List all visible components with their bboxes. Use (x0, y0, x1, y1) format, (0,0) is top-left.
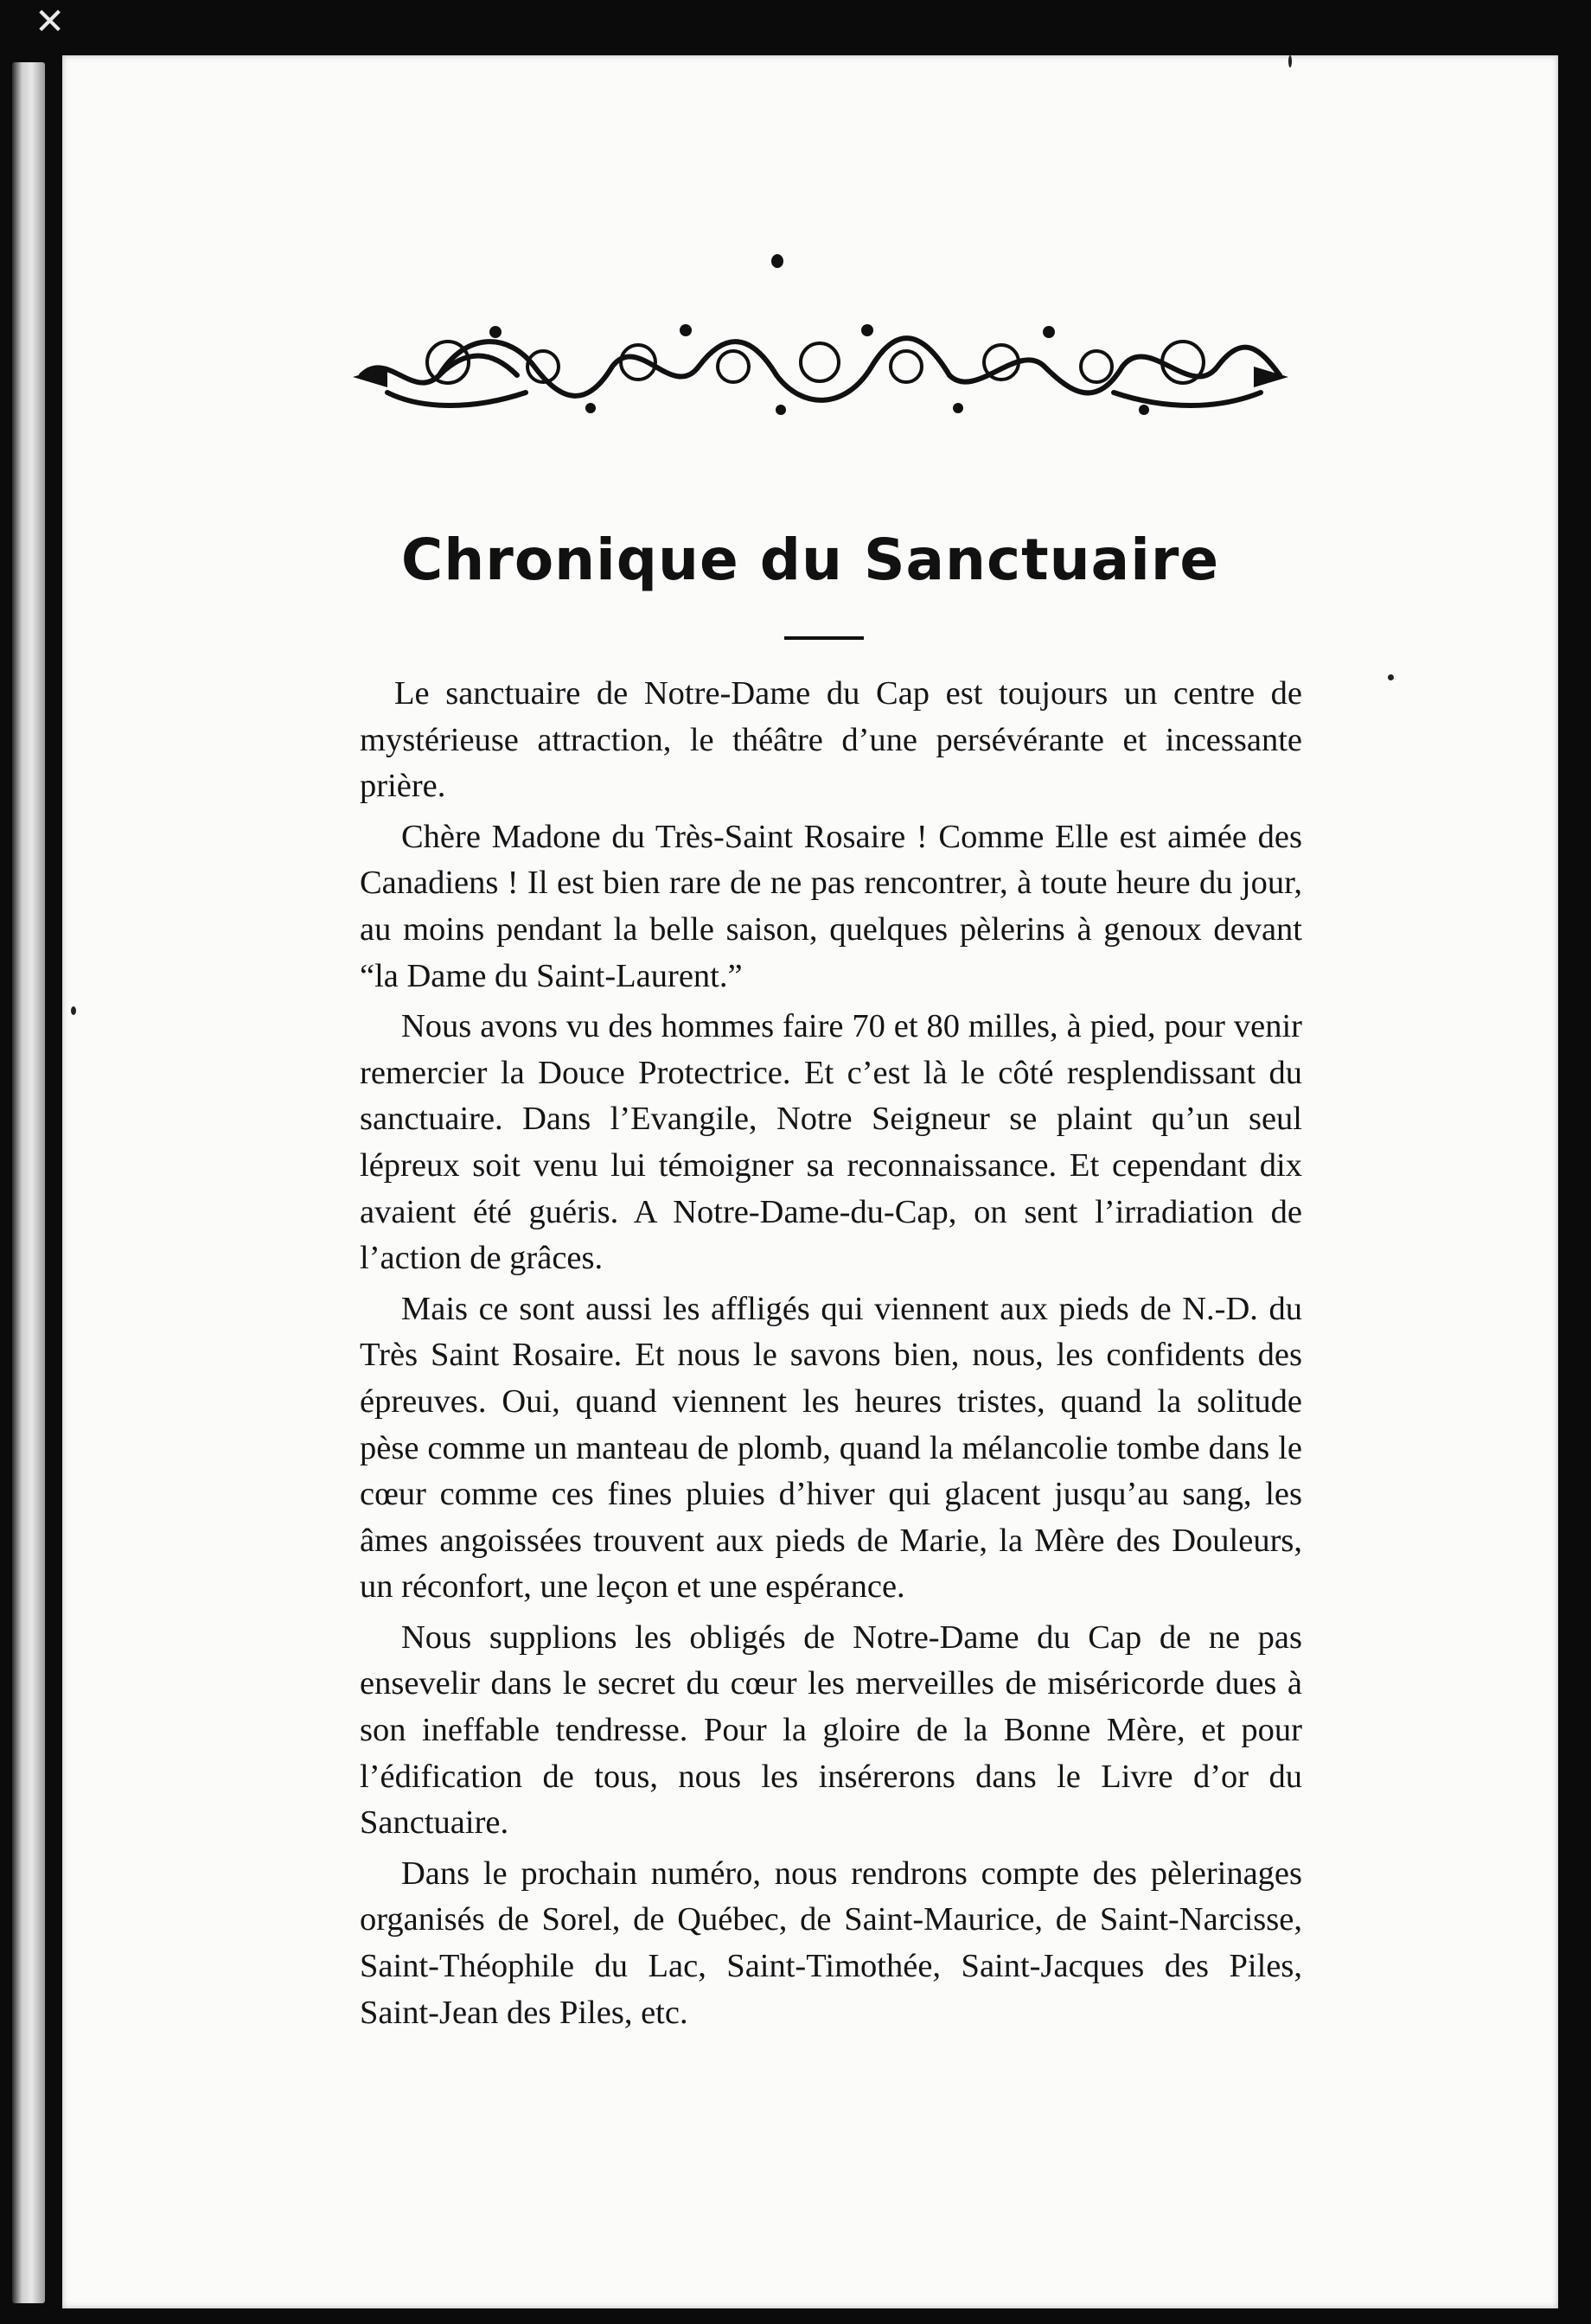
paragraph: Nous supplions les obligés de Notre-Dame du Cap de ne pas ensevelir dans le secret du cœur les merveilles de miséricorde dues à son ineffable tendresse. Pour la gloire de la Bonne Mère, et pour l’édification de tous, nous les insérerons dans le Livre d’or du Sanctuaire. (360, 1618, 1302, 1842)
paragraph: Nous avons vu des hommes faire 70 et 80 milles, à pied, pour venir remercier la Douce Protectrice. Et c’est là le côté resplendissant du sanctuaire. Dans l’Evangile, Notre Seigneur se plaint qu’un seul lépreux soit venu lui témoigner sa reconnaissance. Et cependant dix avaient été guéris. A Notre-Dame-du-Cap, on sent l’irradiation de l’action de grâces. (360, 1008, 1302, 1277)
paragraph: Chère Madone du Très-Saint Rosaire ! Comme Elle est aimée des Canadiens ! Il est bien rare de ne pas rencontrer, à toute heure du jour, au moins pendant la belle saison, quelques pèlerins à genoux devant “la Dame du Saint-Laurent.” (360, 818, 1302, 994)
paragraph: Mais ce sont aussi les affligés qui viennent aux pieds de N.-D. du Très Saint Rosaire. Et nous le savons bien, nous, les confidents des épreuves. Oui, quand viennent les heures tristes, quand la solitude pèse comme un manteau de plomb, quand la mélancolie tombe dans le cœur comme ces fines pluies d’hiver qui glacent jusqu’au sang, les âmes angoissées trouvent aux pieds de Marie, la Mère des Douleurs, un réconfort, une leçon et une espérance. (360, 1290, 1302, 1606)
paragraph: Dans le prochain numéro, nous rendrons compte des pèlerinages organisés de Sorel, de Québec, de Saint-Maurice, de Saint-Narcisse, Saint-Théophile du Lac, Saint-Timothée, Saint-Jacques des Piles, Saint-Jean des Piles, etc. (360, 1855, 1302, 2031)
scan-speck (1388, 674, 1394, 680)
book-spine (12, 62, 45, 2303)
scan-speck (1288, 55, 1292, 67)
corner-scribble-icon: ✕ (35, 0, 66, 42)
decorative-vine-ornament-icon (353, 315, 1288, 420)
paragraph: Le sanctuaire de Notre-Dame du Cap est toujours un centre de mystérieuse attraction, le théâtre d’une persévérante et incessante prière. (360, 675, 1302, 805)
title-divider (784, 636, 864, 640)
page (62, 55, 1558, 2308)
printer-dot-icon (771, 254, 783, 268)
scan-speck (71, 1006, 76, 1015)
page-title: Chronique du Sanctuaire (400, 527, 1220, 593)
article-body (360, 671, 1302, 2040)
